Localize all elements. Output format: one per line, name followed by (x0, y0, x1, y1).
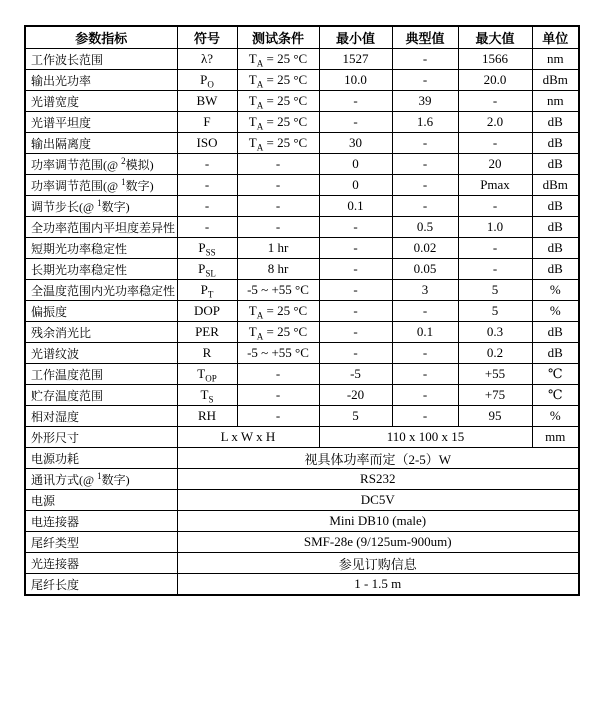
value-cell: - (392, 343, 458, 364)
value-cell: Pmax (458, 175, 532, 196)
value-cell: - (319, 238, 392, 259)
value-cell: 视具体功率而定（2-5）W (177, 448, 579, 469)
value-cell: 5 (458, 301, 532, 322)
value-cell: - (458, 133, 532, 154)
param-name-cell: 光谱宽度 (25, 91, 177, 112)
table-row (25, 301, 579, 322)
table-row (25, 574, 579, 596)
table-row (25, 154, 579, 175)
column-header: 最小值 (319, 26, 392, 49)
value-cell: - (392, 196, 458, 217)
table-row (25, 133, 579, 154)
value-cell: ISO (177, 133, 237, 154)
value-cell: 0.1 (319, 196, 392, 217)
value-cell: - (237, 217, 319, 238)
value-cell: 20 (458, 154, 532, 175)
value-cell: 5 (319, 406, 392, 427)
table-row (25, 532, 579, 553)
column-header: 单位 (532, 26, 579, 49)
param-name-cell: 全温度范围内光功率稳定性 (25, 280, 177, 301)
value-cell: dB (532, 322, 579, 343)
value-cell: dB (532, 259, 579, 280)
value-cell: - (177, 217, 237, 238)
value-cell: SMF-28e (9/125um-900um) (177, 532, 579, 553)
param-name-cell: 电源 (25, 490, 177, 511)
value-cell: - (237, 175, 319, 196)
value-cell: dB (532, 133, 579, 154)
value-cell: $P_O$ (177, 70, 237, 91)
table-row (25, 553, 579, 574)
value-cell: - (392, 385, 458, 406)
column-header: 最大值 (458, 26, 532, 49)
column-header: 参数指标 (25, 26, 177, 49)
value-cell: $P_T$ (177, 280, 237, 301)
value-cell: - (177, 154, 237, 175)
table-row (25, 175, 579, 196)
param-name-cell: 电源功耗 (25, 448, 177, 469)
value-cell: 0.1 (392, 322, 458, 343)
table-row (25, 343, 579, 364)
value-cell: 1527 (319, 49, 392, 70)
value-cell: - (237, 385, 319, 406)
value-cell: 0.05 (392, 259, 458, 280)
value-cell: - (392, 175, 458, 196)
value-cell: +55 (458, 364, 532, 385)
value-cell: - (319, 112, 392, 133)
value-cell: 5 (458, 280, 532, 301)
param-name-cell: 输出光功率 (25, 70, 177, 91)
value-cell: $T_S$ (177, 385, 237, 406)
value-cell: $T_{OP}$ (177, 364, 237, 385)
value-cell: - (392, 133, 458, 154)
value-cell: 1.6 (392, 112, 458, 133)
param-name-cell: 工作波长范围 (25, 49, 177, 70)
value-cell: Mini DB10 (male) (177, 511, 579, 532)
value-cell: $T_A = 25$ °C (237, 91, 319, 112)
value-cell: R (177, 343, 237, 364)
value-cell: 2.0 (458, 112, 532, 133)
value-cell: dB (532, 196, 579, 217)
param-name-cell: 光连接器 (25, 553, 177, 574)
value-cell: $P_{SS}$ (177, 238, 237, 259)
param-name-cell: 短期光功率稳定性 (25, 238, 177, 259)
value-cell: - (458, 238, 532, 259)
param-name-cell: 功率调节范围(@ $^2$模拟) (25, 154, 177, 175)
value-cell: -20 (319, 385, 392, 406)
param-name-cell: 尾纤类型 (25, 532, 177, 553)
param-name-cell: 长期光功率稳定性 (25, 259, 177, 280)
value-cell: - (319, 259, 392, 280)
value-cell: - (458, 196, 532, 217)
value-cell: - (392, 364, 458, 385)
value-cell: RH (177, 406, 237, 427)
value-cell: F (177, 112, 237, 133)
value-cell: DC5V (177, 490, 579, 511)
value-cell: $T_A = 25$ °C (237, 49, 319, 70)
table-row (25, 385, 579, 406)
value-cell: - (319, 322, 392, 343)
param-name-cell: 残余消光比 (25, 322, 177, 343)
value-cell: +75 (458, 385, 532, 406)
value-cell: L x W x H (177, 427, 319, 448)
param-name-cell: 全功率范围内平坦度差异性 (25, 217, 177, 238)
value-cell: - (319, 217, 392, 238)
value-cell: % (532, 301, 579, 322)
value-cell: dBm (532, 175, 579, 196)
value-cell: - (237, 196, 319, 217)
value-cell: BW (177, 91, 237, 112)
param-name-cell: 偏振度 (25, 301, 177, 322)
table-row (25, 196, 579, 217)
value-cell: - (319, 280, 392, 301)
value-cell: $P_{SL}$ (177, 259, 237, 280)
value-cell: -5 ~ +55 °C (237, 280, 319, 301)
value-cell: 参见订购信息 (177, 553, 579, 574)
value-cell: 20.0 (458, 70, 532, 91)
param-name-cell: 外形尺寸 (25, 427, 177, 448)
value-cell: λ? (177, 49, 237, 70)
value-cell: 0.5 (392, 217, 458, 238)
value-cell: 3 (392, 280, 458, 301)
table-row (25, 427, 579, 448)
column-header: 测试条件 (237, 26, 319, 49)
value-cell: $T_A = 25$ °C (237, 322, 319, 343)
value-cell: - (237, 406, 319, 427)
value-cell: 0.3 (458, 322, 532, 343)
value-cell: 0.02 (392, 238, 458, 259)
table-row (25, 448, 579, 469)
table-row (25, 490, 579, 511)
param-name-cell: 光谱纹波 (25, 343, 177, 364)
param-name-cell: 功率调节范围(@ $^1$数字) (25, 175, 177, 196)
value-cell: 39 (392, 91, 458, 112)
value-cell: $T_A = 25$ °C (237, 301, 319, 322)
value-cell: PER (177, 322, 237, 343)
value-cell: RS232 (177, 469, 579, 490)
table-row (25, 469, 579, 490)
value-cell: - (392, 70, 458, 91)
value-cell: - (237, 154, 319, 175)
value-cell: dBm (532, 70, 579, 91)
value-cell: - (237, 364, 319, 385)
column-header: 符号 (177, 26, 237, 49)
value-cell: - (177, 175, 237, 196)
param-name-cell: 电连接器 (25, 511, 177, 532)
value-cell: ℃ (532, 385, 579, 406)
value-cell: - (392, 301, 458, 322)
value-cell: - (458, 259, 532, 280)
value-cell: 1 - 1.5 m (177, 574, 579, 596)
table-row (25, 238, 579, 259)
table-row (25, 91, 579, 112)
value-cell: $T_A = 25$ °C (237, 112, 319, 133)
param-name-cell: 通讯方式(@ $^1$数字) (25, 469, 177, 490)
table-row (25, 259, 579, 280)
value-cell: 110 x 100 x 15 (319, 427, 532, 448)
table-row (25, 217, 579, 238)
param-name-cell: 输出隔离度 (25, 133, 177, 154)
value-cell: DOP (177, 301, 237, 322)
value-cell: dB (532, 154, 579, 175)
value-cell: - (392, 406, 458, 427)
value-cell: 1566 (458, 49, 532, 70)
table-row (25, 364, 579, 385)
value-cell: nm (532, 91, 579, 112)
value-cell: $T_A = 25$ °C (237, 133, 319, 154)
value-cell: 0 (319, 154, 392, 175)
value-cell: nm (532, 49, 579, 70)
spec-table-body (25, 49, 579, 596)
value-cell: dB (532, 343, 579, 364)
value-cell: -5 (319, 364, 392, 385)
table-row (25, 112, 579, 133)
value-cell: - (319, 343, 392, 364)
value-cell: - (177, 196, 237, 217)
param-name-cell: 尾纤长度 (25, 574, 177, 596)
value-cell: 30 (319, 133, 392, 154)
value-cell: 95 (458, 406, 532, 427)
param-name-cell: 贮存温度范围 (25, 385, 177, 406)
table-row (25, 322, 579, 343)
value-cell: - (319, 301, 392, 322)
value-cell: % (532, 406, 579, 427)
value-cell: % (532, 280, 579, 301)
table-row (25, 70, 579, 91)
value-cell: ℃ (532, 364, 579, 385)
param-name-cell: 光谱平坦度 (25, 112, 177, 133)
value-cell: 10.0 (319, 70, 392, 91)
value-cell: - (392, 154, 458, 175)
value-cell: mm (532, 427, 579, 448)
value-cell: 1 hr (237, 238, 319, 259)
value-cell: 8 hr (237, 259, 319, 280)
value-cell: 0.2 (458, 343, 532, 364)
value-cell: - (319, 91, 392, 112)
column-header: 典型值 (392, 26, 458, 49)
table-row (25, 406, 579, 427)
value-cell: 1.0 (458, 217, 532, 238)
table-row (25, 49, 579, 70)
value-cell: -5 ~ +55 °C (237, 343, 319, 364)
spec-table-head-row (25, 26, 579, 49)
param-name-cell: 调节步长(@ $^1$数字) (25, 196, 177, 217)
param-name-cell: 工作温度范围 (25, 364, 177, 385)
value-cell: $T_A = 25$ °C (237, 70, 319, 91)
value-cell: dB (532, 217, 579, 238)
spec-table (24, 25, 580, 596)
value-cell: 0 (319, 175, 392, 196)
value-cell: dB (532, 238, 579, 259)
param-name-cell: 相对湿度 (25, 406, 177, 427)
value-cell: - (392, 49, 458, 70)
table-row (25, 280, 579, 301)
value-cell: dB (532, 112, 579, 133)
value-cell: - (458, 91, 532, 112)
table-row (25, 511, 579, 532)
